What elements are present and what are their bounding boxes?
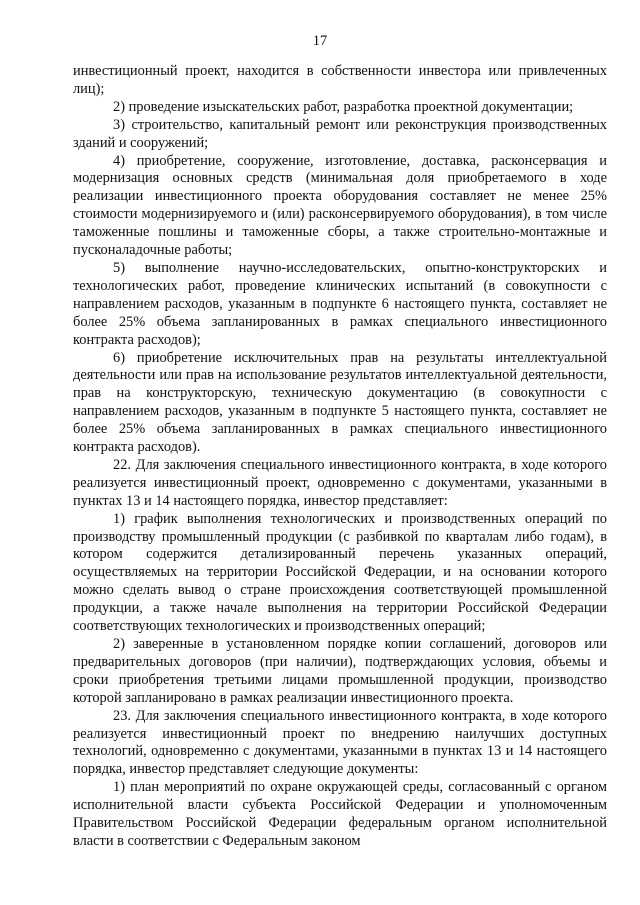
paragraph-clause-23-item-1: 1) план мероприятий по охране окружающей среды, согласованный с органом исполнительной власти субъекта Российской Федерации и уполномоченным Правительством Российской Федерации федеральным органом исполнительной власти в соответствии с Федеральным законом bbox=[73, 779, 607, 849]
page-number: 17 bbox=[312, 33, 328, 49]
paragraph-continuation: инвестиционный проект, находится в собственности инвестора или привлеченных лиц); bbox=[73, 63, 607, 97]
document-body bbox=[73, 63, 607, 851]
paragraph-clause-22-item-2: 2) заверенные в установленном порядке копии соглашений, договоров или предварительных договоров (при наличии), подтверждающих условия, объемы и сроки приобретения третьими лицами промышленной продукции, производство которой запланировано в рамках реализации инвестиционного проекта. bbox=[73, 636, 607, 706]
paragraph-clause-23: 23. Для заключения специального инвестиционного контракта, в ходе которого реализуется инвестиционный проект по внедрению наилучших доступных технологий, одновременно с документами, указанными в пунктах 13 и 14 настоящего порядка, инвестор представляет следующие документы: bbox=[73, 707, 607, 778]
paragraph-item-2: 2) проведение изыскательских работ, разработка проектной документации; bbox=[113, 98, 574, 115]
paragraph-item-5: 5) выполнение научно-исследовательских, опытно-конструкторских и технологических работ, проведение клинических испытаний (в совокупности с направлением расходов, указанным в подпункте 6 настоящего пункта, составляет не более 25% объема запланированных в рамках специального инвестиционного контракта расходов); bbox=[73, 259, 607, 348]
paragraph-item-3: 3) строительство, капитальный ремонт или реконструкция производственных зданий и сооружений; bbox=[73, 116, 607, 151]
paragraph-item-4: 4) приобретение, сооружение, изготовление, доставка, расконсервация и модернизация основных средств (минимальная доля приобретаемого в ходе реализации инвестиционного проекта оборудования составляет не менее 25% стоимости модернизируемого и (или) расконсервируемого оборудования), в том числе таможенные пошлины и таможенные сборы, а также строительно-монтажные и пусконаладочные работы; bbox=[73, 152, 607, 259]
paragraph-clause-22: 22. Для заключения специального инвестиционного контракта, в ходе которого реализуется инвестиционный проект, одновременно с документами, указанными в пунктах 13 и 14 настоящего порядка, инвестор представляет: bbox=[73, 456, 607, 509]
paragraph-clause-22-item-1: 1) график выполнения технологических и производственных операций по производству промышленный продукции (с разбивкой по кварталам либо годам), в котором содержится детализированный перечень указанных операций, осуществляемых на территории Российской Федерации, и на основании которого можно сделать вывод о стране происхождения соответствующей промышленной продукции, а также начале выполнения на территории Российской Федерации соответствующих технологических и производственных операций; bbox=[73, 510, 607, 635]
paragraph-item-6: 6) приобретение исключительных прав на результаты интеллектуальной деятельности или прав на использование результатов интеллектуальной деятельности, прав на конструкторскую, техническую документацию (в совокупности с направлением расходов, указанным в подпункте 5 настоящего пункта, составляет не более 25% объема запланированных в рамках специального инвестиционного контракта расходов). bbox=[73, 349, 607, 456]
